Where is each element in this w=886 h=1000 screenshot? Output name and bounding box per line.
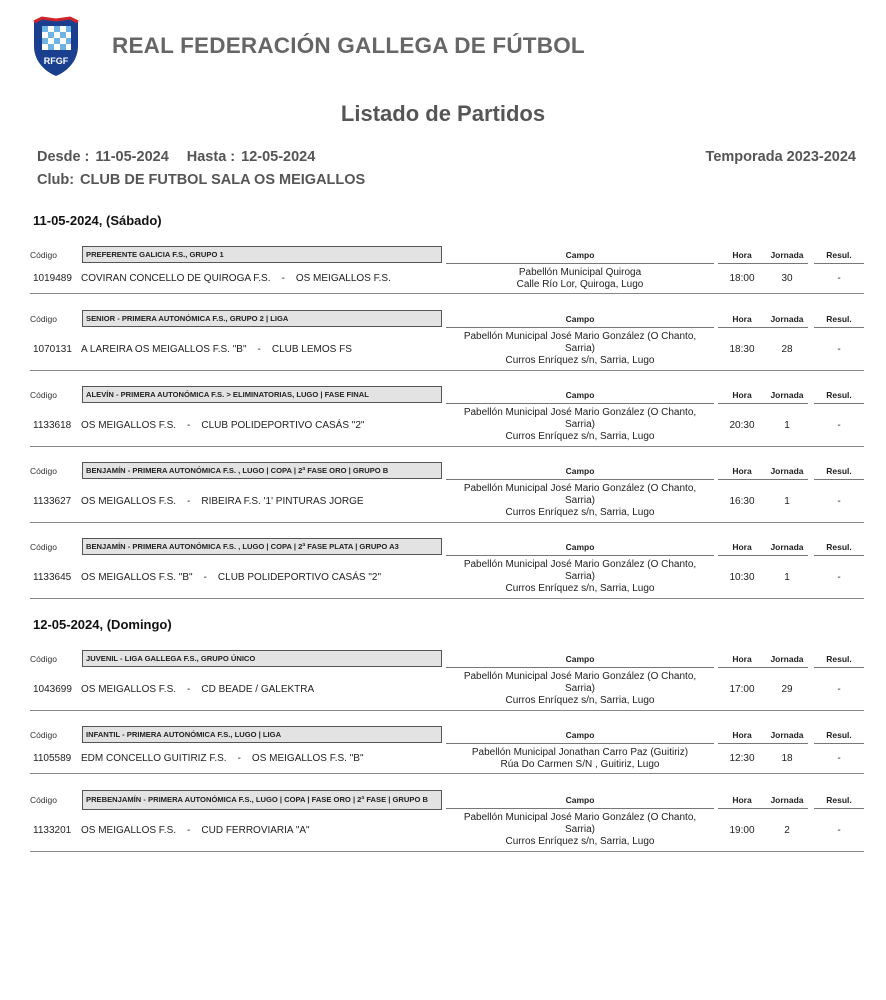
venue-line: Pabellón Municipal José Mario González (O Chanto,: [463, 407, 697, 418]
match-header-row: [30, 791, 864, 809]
column-header-jornada: Jornada: [766, 650, 808, 668]
column-header-hora: Hora: [718, 246, 766, 264]
match-code: 1105589: [33, 753, 72, 764]
season: Temporada 2023-2024: [705, 149, 856, 165]
away-team: OS MEIGALLOS F.S. "B": [251, 753, 364, 764]
match-code: 1133645: [33, 571, 72, 583]
match-time: 18:30: [729, 343, 755, 355]
venue-line: Curros Enríquez s/n, Sarria, Lugo: [505, 836, 655, 847]
match-code: 1070131: [33, 343, 72, 355]
venue-line: Pabellón Municipal Quiroga: [518, 266, 642, 278]
column-header-jornada: Jornada: [766, 726, 808, 744]
venue-line: Curros Enríquez s/n, Sarria, Lugo: [505, 583, 655, 594]
venue-lines: [464, 407, 696, 443]
venue-line: Curros Enríquez s/n, Sarria, Lugo: [505, 695, 655, 706]
match-result: -: [837, 824, 841, 836]
teams-separator: -: [237, 753, 241, 764]
away-team: CUD FERROVIARIA "A": [201, 824, 310, 836]
competition-name: JUVENIL - LIGA GALLEGA F.S., GRUPO ÚNICO: [82, 650, 442, 667]
club-name: CLUB DE FUTBOL SALA OS MEIGALLOS: [80, 172, 366, 188]
away-team: RIBEIRA F.S. '1' PINTURAS JORGE: [201, 495, 364, 507]
teams-separator: -: [187, 824, 191, 836]
column-header-jornada: Jornada: [766, 310, 808, 328]
venue-line: Pabellón Municipal José Mario González (O Chanto,: [463, 812, 697, 823]
match-teams: [81, 809, 449, 851]
home-team: OS MEIGALLOS F.S.: [81, 683, 177, 695]
match-header-row: [30, 462, 864, 480]
match-venue: [446, 809, 714, 851]
match-block: [30, 791, 864, 852]
match-round: 29: [781, 683, 793, 695]
match-time: 20:30: [729, 419, 755, 431]
match-result: -: [837, 753, 841, 764]
home-team: OS MEIGALLOS F.S.: [81, 495, 177, 507]
match-code: 1043699: [33, 683, 72, 695]
venue-lines: [517, 267, 644, 291]
column-header-campo: Campo: [446, 462, 714, 480]
match-result: -: [837, 419, 841, 431]
home-team: A LAREIRA OS MEIGALLOS F.S. "B": [81, 343, 247, 355]
match-time: 17:00: [729, 683, 755, 695]
club-line: [37, 172, 365, 188]
column-header-code: Código: [30, 249, 57, 260]
page-title: Listado de Partidos: [340, 101, 546, 126]
venue-lines: [472, 747, 688, 771]
venue-line: Pabellón Municipal Jonathan Carro Paz (Guitiriz): [471, 746, 689, 758]
match-row: [30, 264, 864, 294]
teams-separator: -: [187, 683, 191, 695]
match-result: -: [837, 683, 841, 695]
match-row: [30, 404, 864, 447]
match-venue: [446, 328, 714, 370]
venue-line: Sarria): [564, 824, 595, 835]
column-header-hora: Hora: [718, 310, 766, 328]
match-header-row: [30, 310, 864, 328]
venue-line: Pabellón Municipal José Mario González (O Chanto,: [463, 331, 697, 342]
column-header-campo: Campo: [446, 791, 714, 809]
match-venue: [446, 404, 714, 446]
venue-line: Sarria): [564, 683, 595, 694]
match-time: 18:00: [729, 273, 755, 284]
day-heading: 11-05-2024, (Sábado): [33, 213, 162, 228]
match-teams: [81, 328, 449, 370]
match-block: [30, 310, 864, 371]
match-teams: [81, 556, 449, 598]
match-header-row: [30, 650, 864, 668]
venue-line: Rúa Do Carmen S/N , Guitiriz, Lugo: [500, 758, 660, 770]
column-header-hora: Hora: [718, 791, 766, 809]
competition-name: PREFERENTE GALICIA F.S., GRUPO 1: [82, 246, 442, 263]
match-code: 1133627: [33, 495, 72, 507]
venue-lines: [464, 671, 696, 707]
venue-line: Pabellón Municipal José Mario González (O Chanto,: [463, 671, 697, 682]
match-code: 1133618: [33, 419, 72, 431]
venue-line: Sarria): [564, 495, 595, 506]
match-code: 1019489: [33, 273, 72, 284]
match-block: [30, 538, 864, 599]
home-team: EDM CONCELLO GUITIRIZ F.S.: [81, 753, 227, 764]
date-range: [37, 149, 315, 165]
match-row: [30, 480, 864, 523]
match-header-row: [30, 246, 864, 264]
match-venue: [446, 480, 714, 522]
venue-line: Curros Enríquez s/n, Sarria, Lugo: [505, 507, 655, 518]
column-header-campo: Campo: [446, 310, 714, 328]
match-block: [30, 462, 864, 523]
column-header-resul: Resul.: [814, 791, 864, 809]
teams-separator: -: [257, 343, 261, 355]
match-round: 28: [781, 343, 793, 355]
teams-separator: -: [187, 419, 191, 431]
column-header-resul: Resul.: [814, 462, 864, 480]
home-team: COVIRAN CONCELLO DE QUIROGA F.S.: [81, 273, 271, 284]
match-code: 1133201: [33, 824, 72, 836]
match-venue: [446, 744, 714, 773]
match-row: [30, 328, 864, 371]
competition-name: ALEVÍN - PRIMERA AUTONÓMICA F.S. > ELIMINATORIAS, LUGO | FASE FINAL: [82, 386, 442, 403]
venue-line: Sarria): [564, 571, 595, 582]
venue-line: Pabellón Municipal José Mario González (O Chanto,: [463, 559, 697, 570]
match-block: [30, 386, 864, 447]
away-team: CD BEADE / GALEKTRA: [201, 683, 315, 695]
match-block: [30, 726, 864, 774]
column-header-campo: Campo: [446, 246, 714, 264]
column-header-hora: Hora: [718, 726, 766, 744]
match-teams: [81, 264, 449, 293]
competition-name: SENIOR - PRIMERA AUTONÓMICA F.S., GRUPO 2 | LIGA: [82, 310, 442, 327]
match-row: [30, 744, 864, 774]
column-header-code: Código: [30, 729, 57, 740]
match-teams: [81, 668, 449, 710]
home-team: OS MEIGALLOS F.S.: [81, 824, 177, 836]
match-venue: [446, 556, 714, 598]
match-time: 12:30: [729, 753, 755, 764]
column-header-campo: Campo: [446, 726, 714, 744]
match-time: 19:00: [729, 824, 755, 836]
match-round: 1: [784, 419, 790, 431]
venue-line: Calle Río Lor, Quiroga, Lugo: [516, 278, 644, 290]
home-team: OS MEIGALLOS F.S.: [81, 419, 177, 431]
match-round: 30: [781, 273, 793, 284]
venue-lines: [464, 812, 696, 848]
column-header-code: Código: [30, 653, 57, 664]
match-header-row: [30, 386, 864, 404]
match-block: [30, 650, 864, 711]
column-header-code: Código: [30, 313, 57, 324]
column-header-code: Código: [30, 794, 57, 805]
venue-line: Pabellón Municipal José Mario González (O Chanto,: [463, 483, 697, 494]
column-header-resul: Resul.: [814, 538, 864, 556]
column-header-hora: Hora: [718, 538, 766, 556]
away-team: CLUB POLIDEPORTIVO CASÁS "2": [217, 571, 381, 583]
match-result: -: [837, 273, 841, 284]
column-header-code: Código: [30, 541, 57, 552]
venue-lines: [464, 331, 696, 367]
column-header-jornada: Jornada: [766, 791, 808, 809]
hasta-label: Hasta :: [186, 149, 236, 165]
teams-separator: -: [187, 495, 191, 507]
column-header-code: Código: [30, 465, 57, 476]
match-result: -: [837, 495, 841, 507]
match-time: 16:30: [729, 495, 755, 507]
column-header-jornada: Jornada: [766, 386, 808, 404]
match-row: [30, 809, 864, 852]
venue-line: Sarria): [564, 419, 595, 430]
day-heading: 12-05-2024, (Domingo): [33, 617, 172, 632]
page-header: [0, 0, 886, 90]
away-team: CLUB POLIDEPORTIVO CASÁS "2": [201, 419, 365, 431]
match-row: [30, 556, 864, 599]
home-team: OS MEIGALLOS F.S. "B": [81, 571, 193, 583]
column-header-campo: Campo: [446, 538, 714, 556]
competition-name: INFANTIL - PRIMERA AUTONÓMICA F.S., LUGO | LIGA: [82, 726, 442, 743]
competition-name: BENJAMÍN - PRIMERA AUTONÓMICA F.S. , LUGO | COPA | 2ª FASE ORO | GRUPO B: [82, 462, 442, 479]
match-teams: [81, 404, 449, 446]
column-header-resul: Resul.: [814, 650, 864, 668]
match-block: [30, 246, 864, 294]
away-team: OS MEIGALLOS F.S.: [295, 273, 391, 284]
venue-line: Curros Enríquez s/n, Sarria, Lugo: [505, 431, 655, 442]
teams-separator: -: [281, 273, 285, 284]
column-header-resul: Resul.: [814, 310, 864, 328]
column-header-resul: Resul.: [814, 246, 864, 264]
competition-name: BENJAMÍN - PRIMERA AUTONÓMICA F.S. , LUGO | COPA | 2ª FASE PLATA | GRUPO A3: [82, 538, 442, 555]
match-time: 10:30: [729, 571, 755, 583]
logo-text: RFGF: [43, 56, 69, 66]
match-teams: [81, 480, 449, 522]
column-header-hora: Hora: [718, 650, 766, 668]
column-header-campo: Campo: [446, 650, 714, 668]
column-header-jornada: Jornada: [766, 462, 808, 480]
venue-line: Curros Enríquez s/n, Sarria, Lugo: [505, 355, 655, 366]
column-header-hora: Hora: [718, 462, 766, 480]
org-name: REAL FEDERACIÓN GALLEGA DE FÚTBOL: [112, 33, 585, 58]
match-row: [30, 668, 864, 711]
away-team: CLUB LEMOS FS: [271, 343, 352, 355]
hasta-value: 12-05-2024: [241, 149, 316, 165]
teams-separator: -: [203, 571, 207, 583]
match-round: 2: [784, 824, 790, 836]
match-header-row: [30, 726, 864, 744]
column-header-resul: Resul.: [814, 726, 864, 744]
venue-line: Sarria): [564, 343, 595, 354]
match-round: 1: [784, 495, 790, 507]
column-header-jornada: Jornada: [766, 538, 808, 556]
match-round: 18: [781, 753, 793, 764]
venue-lines: [464, 483, 696, 519]
competition-name: PREBENJAMÍN - PRIMERA AUTONÓMICA F.S., LUGO | COPA | FASE ORO | 2ª FASE | GRUPO B: [82, 790, 442, 810]
match-venue: [446, 668, 714, 710]
match-venue: [446, 264, 714, 293]
column-header-code: Código: [30, 389, 57, 400]
rfgf-logo: [30, 16, 82, 78]
column-header-campo: Campo: [446, 386, 714, 404]
club-label: Club:: [37, 172, 75, 188]
desde-value: 11-05-2024: [95, 149, 169, 165]
column-header-resul: Resul.: [814, 386, 864, 404]
desde-label: Desde :: [37, 149, 90, 165]
match-header-row: [30, 538, 864, 556]
match-round: 1: [784, 571, 790, 583]
column-header-hora: Hora: [718, 386, 766, 404]
match-result: -: [837, 343, 841, 355]
venue-lines: [464, 559, 696, 595]
match-teams: [81, 744, 449, 773]
match-result: -: [837, 571, 841, 583]
column-header-jornada: Jornada: [766, 246, 808, 264]
